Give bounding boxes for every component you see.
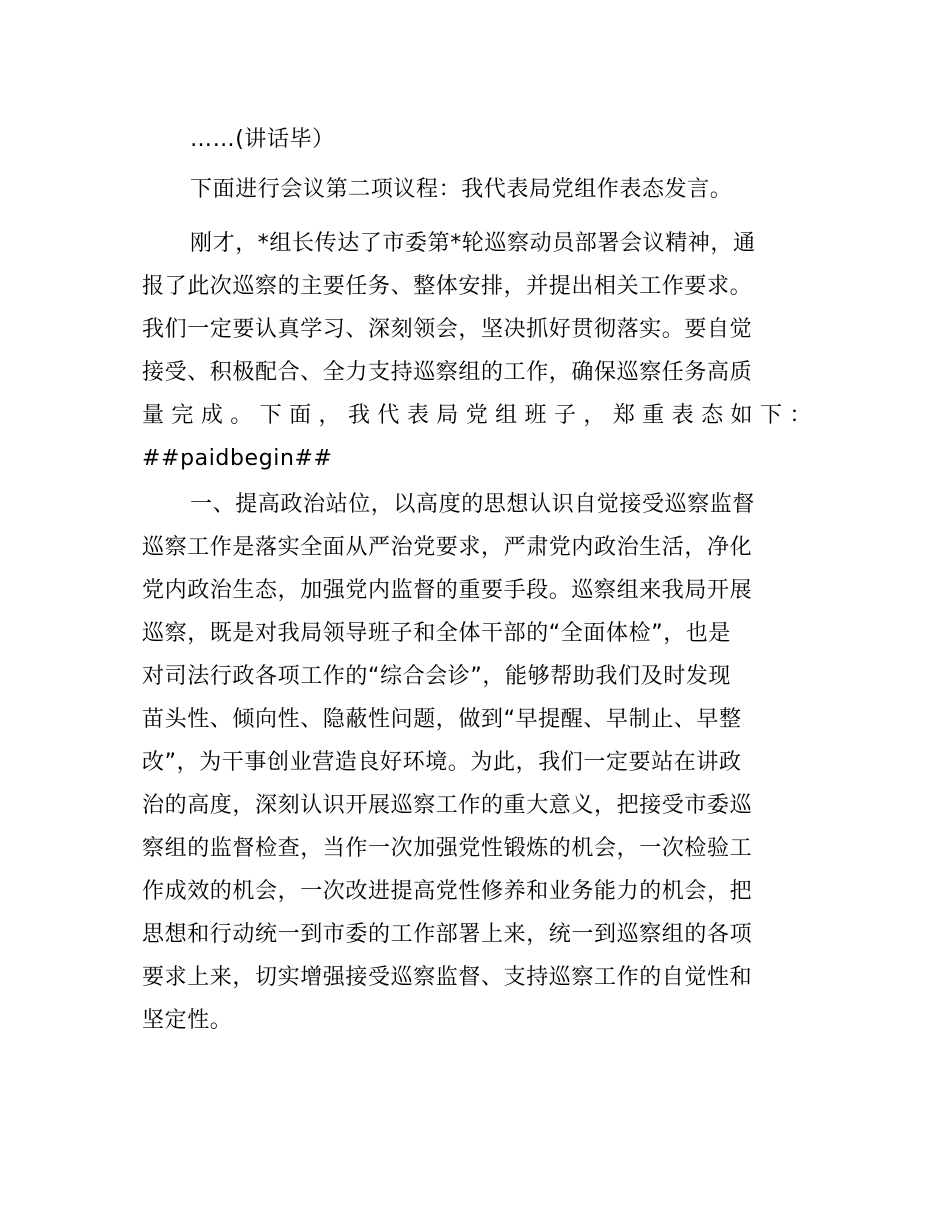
text-line: 报了此次巡察的主要任务、整体安排，并提出相关工作要求。 <box>142 274 753 299</box>
paragraph-speech-end <box>142 118 812 161</box>
text-line: 改”，为干事创业营造良好环境。为此，我们一定要站在讲政 <box>142 750 742 775</box>
paragraph-section-one <box>142 483 812 1042</box>
text-line: 思想和行动统一到市委的工作部署上来，统一到巡察组的各项 <box>142 922 753 947</box>
text-line: ……(讲话毕） <box>190 127 335 152</box>
text-line: 我们一定要认真学习、深刻领会，坚决抓好贯彻落实。要自觉 <box>142 317 753 342</box>
paid-begin-marker: ##paidbegin## <box>142 446 333 471</box>
text-line: 刚才，*组长传达了市委第*轮巡察动员部署会议精神，通 <box>190 231 756 256</box>
paragraph-agenda-item <box>142 168 812 211</box>
text-line: 巡察，既是对我局领导班子和全体干部的“全面体检”，也是 <box>142 621 731 646</box>
text-line: 量完成。下面，我代表局党组班子，郑重表态如下： <box>142 403 812 428</box>
text-line: 党内政治生态，加强党内监督的重要手段。巡察组来我局开展 <box>142 578 753 603</box>
text-line: 要求上来，切实增强接受巡察监督、支持巡察工作的自觉性和 <box>142 965 753 990</box>
section-heading-line: 一、提高政治站位，以高度的思想认识自觉接受巡察监督 <box>190 492 756 517</box>
text-line: 巡察工作是落实全面从严治党要求，严肃党内政治生活，净化 <box>142 535 753 560</box>
text-line: 下面进行会议第二项议程：我代表局党组作表态发言。 <box>190 177 733 202</box>
text-line: 接受、积极配合、全力支持巡察组的工作，确保巡察任务高质 <box>142 360 753 385</box>
text-line: 察组的监督检查，当作一次加强党性锻炼的机会，一次检验工 <box>142 836 753 861</box>
text-line: 治的高度，深刻认识开展巡察工作的重大意义，把接受市委巡 <box>142 793 753 818</box>
paragraph-introduction <box>142 222 812 480</box>
text-line: 作成效的机会，一次改进提高党性修养和业务能力的机会，把 <box>142 879 753 904</box>
text-line: 坚定性。 <box>142 1008 233 1033</box>
text-line: 对司法行政各项工作的“综合会诊”，能够帮助我们及时发现 <box>142 664 731 689</box>
text-line: 苗头性、倾向性、隐蔽性问题，做到“早提醒、早制止、早整 <box>142 707 742 732</box>
